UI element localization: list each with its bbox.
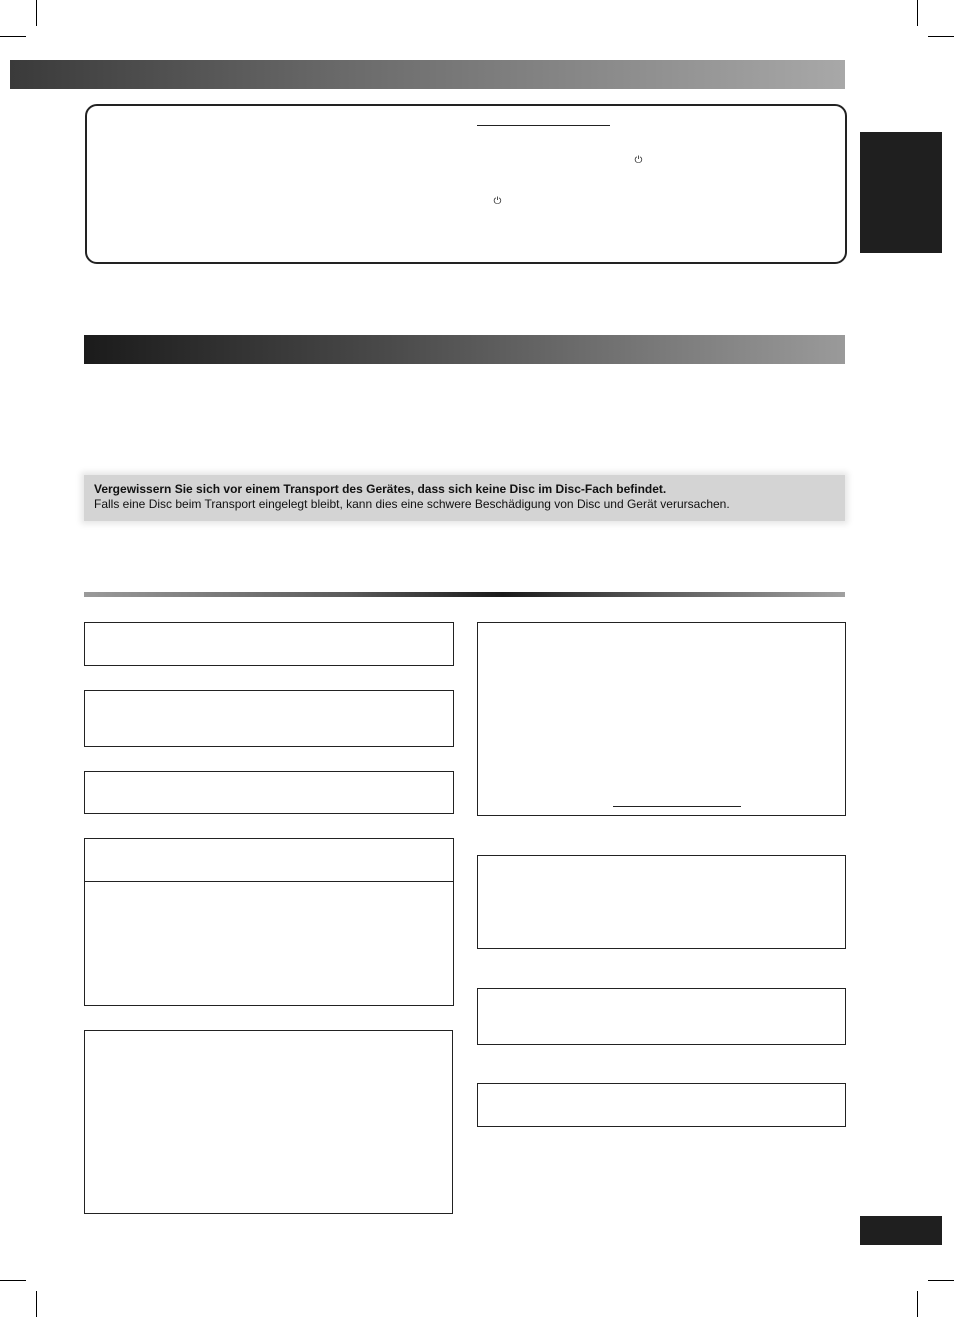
language-tab: [860, 132, 942, 253]
content-box: [84, 771, 454, 814]
power-standby-icon: ⏻: [634, 155, 643, 166]
underline-mark: [477, 125, 610, 126]
section-rule: [84, 592, 845, 597]
content-box: [477, 988, 846, 1045]
content-box: [84, 1030, 453, 1214]
crop-mark: [36, 0, 37, 26]
content-box: [84, 690, 454, 747]
crop-mark: [928, 1280, 954, 1281]
crop-mark: [928, 36, 954, 37]
notice-line: Falls eine Disc beim Transport eingelegt bleibt, kann dies eine schwere Beschädigung von Disc und Gerät verursachen.: [94, 497, 730, 511]
box-divider: [85, 881, 453, 882]
content-box: [477, 622, 846, 816]
power-standby-icon: ⏻: [493, 196, 502, 207]
crop-mark: [917, 0, 918, 26]
crop-mark: [917, 1291, 918, 1317]
header-band: [10, 60, 845, 89]
info-box: [85, 104, 847, 264]
content-box: [477, 855, 846, 949]
crop-mark: [36, 1291, 37, 1317]
page-number-tab: [860, 1216, 942, 1245]
underline-mark: [613, 806, 741, 807]
content-box: [477, 1083, 846, 1127]
content-box: [84, 838, 454, 1006]
section-band: [84, 335, 845, 364]
transport-notice: [84, 475, 845, 521]
content-box: [84, 622, 454, 666]
notice-bold-line: Vergewissern Sie sich vor einem Transport des Gerätes, dass sich keine Disc im Disc-Fach befindet.: [94, 482, 667, 496]
crop-mark: [0, 36, 26, 37]
crop-mark: [0, 1280, 26, 1281]
